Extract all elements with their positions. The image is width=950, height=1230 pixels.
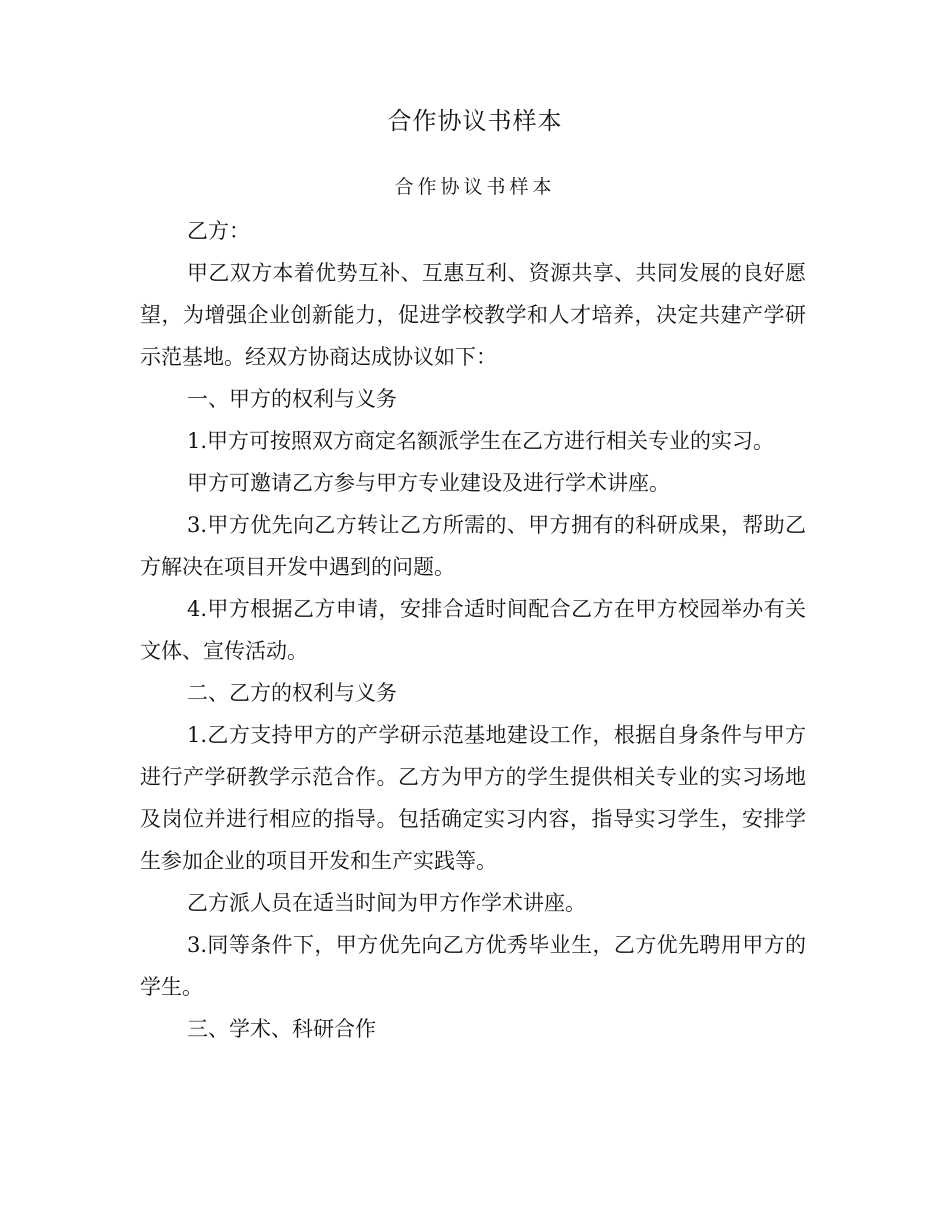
section-heading-research: 三、学术、科研合作 bbox=[187, 1017, 376, 1041]
section-heading-party-b-rights: 二、乙方的权利与义务 bbox=[187, 681, 397, 705]
paragraph-a-3: 3.甲方优先向乙方转让乙方所需的、甲方拥有的科研成果，帮助乙方解决在项目开发中遇到的问题。 bbox=[140, 513, 806, 579]
paragraph-a-1: 1.甲方可按照双方商定名额派学生在乙方进行相关专业的实习。 bbox=[187, 429, 775, 453]
paragraph-b-2: 乙方派人员在适当时间为甲方作学术讲座。 bbox=[187, 891, 586, 915]
paragraph-a-4: 4.甲方根据乙方申请，安排合适时间配合乙方在甲方校园举办有关文体、宣传活动。 bbox=[140, 597, 806, 663]
document-body bbox=[140, 210, 806, 1050]
paragraph-party-b: 乙方： bbox=[187, 219, 250, 243]
document-subtitle: 合作协议书样本 bbox=[394, 176, 556, 198]
section-heading-party-a-rights: 一、甲方的权利与义务 bbox=[187, 387, 397, 411]
paragraph-b-1: 1.乙方支持甲方的产学研示范基地建设工作，根据自身条件与甲方进行产学研教学示范合作。乙方为甲方的学生提供相关专业的实习场地及岗位并进行相应的指导。包括确定实习内容，指导实习学生，安排学生参加企业的项目开发和生产实践等。 bbox=[140, 723, 806, 873]
paragraph-b-3: 3.同等条件下，甲方优先向乙方优秀毕业生，乙方优先聘用甲方的学生。 bbox=[140, 933, 806, 999]
paragraph-a-2: 甲方可邀请乙方参与甲方专业建设及进行学术讲座。 bbox=[187, 471, 670, 495]
paragraph-intro: 甲乙双方本着优势互补、互惠互利、资源共享、共同发展的良好愿望，为增强企业创新能力，促进学校教学和人才培养，决定共建产学研示范基地。经双方协商达成协议如下： bbox=[140, 261, 806, 369]
document-title: 合作协议书样本 bbox=[387, 107, 563, 135]
